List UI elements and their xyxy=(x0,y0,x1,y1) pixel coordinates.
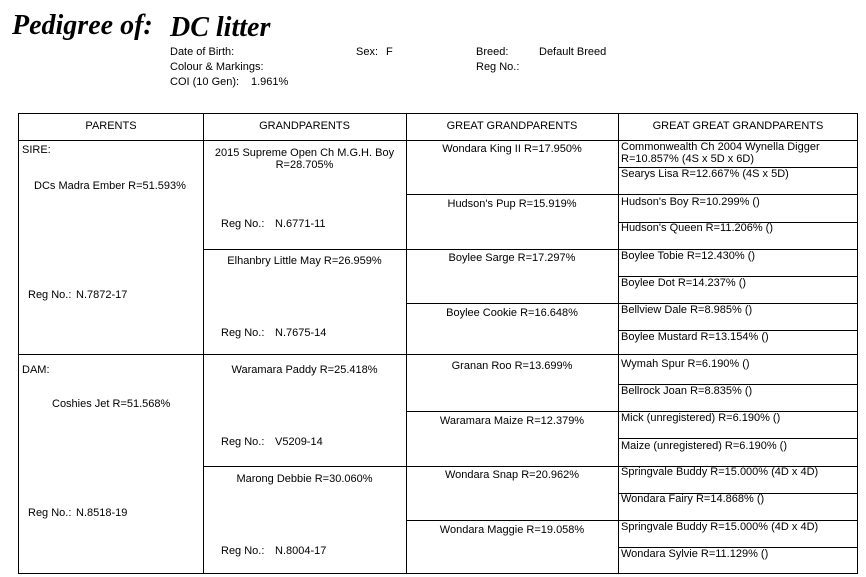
dob-label: Date of Birth: xyxy=(170,46,235,58)
ggg-name: Wondara Fairy R=14.868% () xyxy=(621,493,765,505)
ggg-name: Boylee Dot R=14.237% () xyxy=(621,277,747,289)
grandparent-name-line2: R=28.705% xyxy=(275,159,334,171)
grandparent-reg-label: Reg No.: xyxy=(221,327,265,339)
dam-label: DAM: xyxy=(22,364,50,376)
great-grandparent-name: Wondara Maggie R=19.058% xyxy=(439,524,585,536)
dam-reg-value: N.8518-19 xyxy=(76,507,128,519)
dam-reg-label: Reg No.: xyxy=(28,507,72,519)
grandparent-reg-label: Reg No.: xyxy=(221,436,265,448)
great-grandparent-name: Granan Roo R=13.699% xyxy=(451,360,573,372)
ggg-divider xyxy=(618,438,857,439)
column-divider xyxy=(203,114,204,573)
sire-label: SIRE: xyxy=(22,144,51,156)
great-grandparent-name: Boylee Cookie R=16.648% xyxy=(446,307,578,319)
litter-name: DC litter xyxy=(170,12,271,43)
pedigree-table xyxy=(18,113,858,574)
ggg-name-line2: R=10.857% (4S x 5D x 6D) xyxy=(621,153,754,165)
reg-label: Reg No.: xyxy=(476,61,520,73)
great-grandparent-name: Wondara King II R=17.950% xyxy=(442,143,582,155)
ggg-name: Wymah Spur R=6.190% () xyxy=(621,358,750,370)
grandparent-reg-value: N.7675-14 xyxy=(275,327,327,339)
page-title: Pedigree of: xyxy=(12,10,153,41)
ggg-name: Searys Lisa R=12.667% (4S x 5D) xyxy=(621,168,789,180)
grandparent-reg-label: Reg No.: xyxy=(221,545,265,557)
sire-reg-label: Reg No.: xyxy=(28,289,72,301)
great-grandparent-name: Boylee Sarge R=17.297% xyxy=(448,252,576,264)
coi-label: COI (10 Gen): xyxy=(170,76,240,88)
sex-label: Sex: xyxy=(356,46,379,58)
ggg-name: Springvale Buddy R=15.000% (4D x 4D) xyxy=(621,521,819,533)
ggg-name: Hudson's Boy R=10.299% () xyxy=(621,196,760,208)
grandparent-name: Marong Debbie R=30.060% xyxy=(236,473,373,485)
breed-value: Default Breed xyxy=(539,46,607,58)
great-grandparent-name: Wondara Snap R=20.962% xyxy=(444,469,580,481)
grandparent-name: Waramara Paddy R=25.418% xyxy=(231,364,378,376)
column-header-parents: PARENTS xyxy=(85,120,137,132)
ggg-name: Bellview Dale R=8.985% () xyxy=(621,304,753,316)
column-divider xyxy=(618,114,619,573)
grandparent-name: Elhanbry Little May R=26.959% xyxy=(227,255,382,267)
coi-value: 1.961% xyxy=(251,76,289,88)
sex-value: F xyxy=(386,46,393,58)
colour-label: Colour & Markings: xyxy=(170,61,264,73)
dam-name: Coshies Jet R=51.568% xyxy=(52,398,171,410)
grandparent-name: 2015 Supreme Open Ch M.G.H. Boy xyxy=(214,147,395,159)
great-grandparent-name: Waramara Maize R=12.379% xyxy=(439,415,585,427)
sire-dam-divider xyxy=(19,354,857,355)
great-grandparent-divider xyxy=(406,194,857,195)
sire-reg-value: N.7872-17 xyxy=(76,289,128,301)
sire-name: DCs Madra Ember R=51.593% xyxy=(34,180,186,192)
ggg-name: Springvale Buddy R=15.000% (4D x 4D) xyxy=(621,466,819,478)
grandparent-divider xyxy=(203,249,857,250)
ggg-name: Hudson's Queen R=11.206% () xyxy=(621,222,774,234)
grandparent-reg-value: N.6771-11 xyxy=(275,218,326,230)
ggg-name: Maize (unregistered) R=6.190% () xyxy=(621,440,787,452)
ggg-name: Mick (unregistered) R=6.190% () xyxy=(621,412,781,424)
ggg-name: Commonwealth Ch 2004 Wynella Digger xyxy=(621,141,820,153)
ggg-name: Wondara Sylvie R=11.129% () xyxy=(621,548,769,560)
ggg-name: Boylee Mustard R=13.154% () xyxy=(621,331,769,343)
ggg-name: Boylee Tobie R=12.430% () xyxy=(621,250,756,262)
column-header-great-great-grandparents: GREAT GREAT GRANDPARENTS xyxy=(652,120,824,132)
great-grandparent-name: Hudson's Pup R=15.919% xyxy=(447,198,577,210)
column-header-great-grandparents: GREAT GRANDPARENTS xyxy=(446,120,578,132)
column-divider xyxy=(406,114,407,573)
column-header-grandparents: GRANDPARENTS xyxy=(259,120,350,132)
breed-label: Breed: xyxy=(476,46,509,58)
grandparent-reg-value: N.8004-17 xyxy=(275,545,327,557)
ggg-name: Bellrock Joan R=8.835% () xyxy=(621,385,753,397)
grandparent-reg-value: V5209-14 xyxy=(275,436,323,448)
grandparent-reg-label: Reg No.: xyxy=(221,218,265,230)
